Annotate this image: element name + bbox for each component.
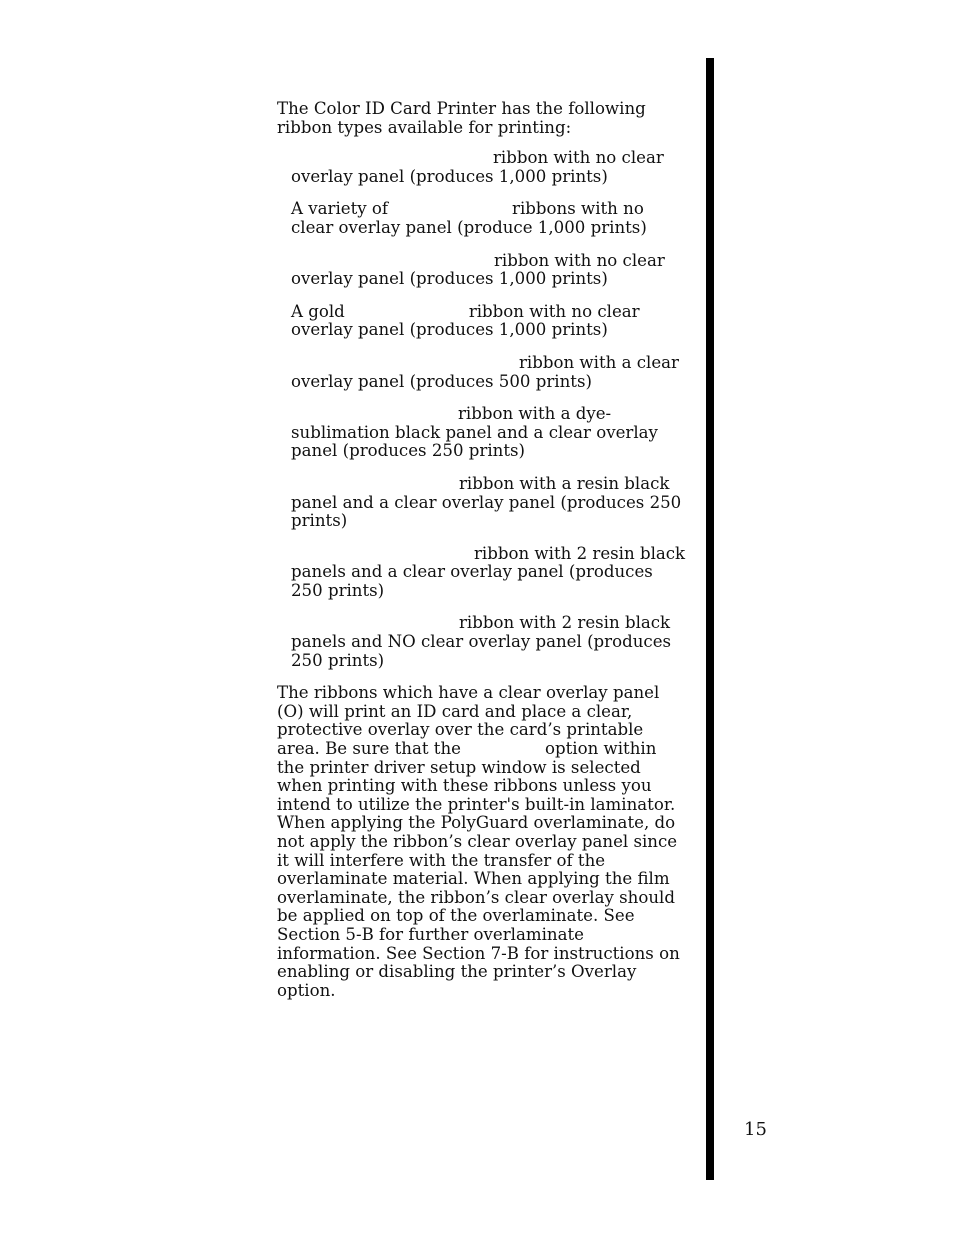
ribbon-type-item-6 [291, 405, 687, 461]
ribbon-type-lead: A gold [291, 301, 345, 321]
ribbon-type-text: ribbon with 2 resin black panels and NO clear overlay panel (produces 250 prints) [291, 613, 672, 670]
ribbon-type-item-7 [291, 475, 687, 531]
ribbon-type-text: ribbon with a resin black panel and a clear overlay panel (produces 250 prints) [291, 473, 682, 531]
ribbon-type-item-5 [291, 354, 687, 391]
overlay-paragraph-start: The ribbons which have a clear overlay panel (O) will print an ID card and place a clear, protective overlay over the card’s printable area. Be sure that the [277, 683, 660, 759]
ribbon-type-text: ribbon with no clear overlay panel (produces 1,000 prints) [291, 148, 664, 186]
page-content [277, 100, 687, 1000]
ribbon-type-text: ribbon with no clear overlay panel (produces 1,000 prints) [291, 250, 665, 289]
ribbon-type-text: ribbon with a dye-sublimation black panel and a clear overlay panel (produces 250 prints) [291, 404, 658, 461]
intro-paragraph: The Color ID Card Printer has the following ribbon types available for printing: [277, 99, 646, 137]
ribbon-type-item-1 [291, 149, 687, 186]
ribbon-type-text: ribbon with a clear overlay panel (produces 500 prints) [291, 352, 679, 391]
page-number: 15 [744, 1119, 767, 1140]
ribbon-type-item-3 [291, 252, 687, 289]
ribbon-type-text: ribbons with no clear overlay panel (produce 1,000 prints) [291, 199, 647, 237]
ribbon-type-item-8 [291, 545, 687, 601]
overlay-paragraph-end: option within the printer driver setup window is selected when printing with these ribbons unless you intend to utilize the printer's built-in laminator. When applying the PolyGuard overlaminate, do not apply the ribbon’s clear overlay panel since it will interfere with the transfer of the overlaminate material. When applying the film overlaminate, the ribbon’s clear overlay should be applied on top of the overlaminate. See Section 5-B for further overlaminate information. See Section 7-B for instructions on enabling or disabling the printer’s Overlay option. [277, 739, 680, 1000]
ribbon-type-text: ribbon with 2 resin black panels and a clear overlay panel (produces 250 prints) [291, 543, 686, 600]
ribbon-type-item-9 [291, 614, 687, 670]
ribbon-type-item-4 [291, 303, 687, 340]
overlay-paragraph [277, 684, 687, 1000]
ribbon-type-lead: A variety of [291, 199, 389, 219]
ribbon-type-text: ribbon with no clear overlay panel (produces 1,000 prints) [291, 301, 640, 340]
ribbon-type-item-2 [291, 200, 687, 237]
page-margin-rule [706, 58, 714, 1180]
